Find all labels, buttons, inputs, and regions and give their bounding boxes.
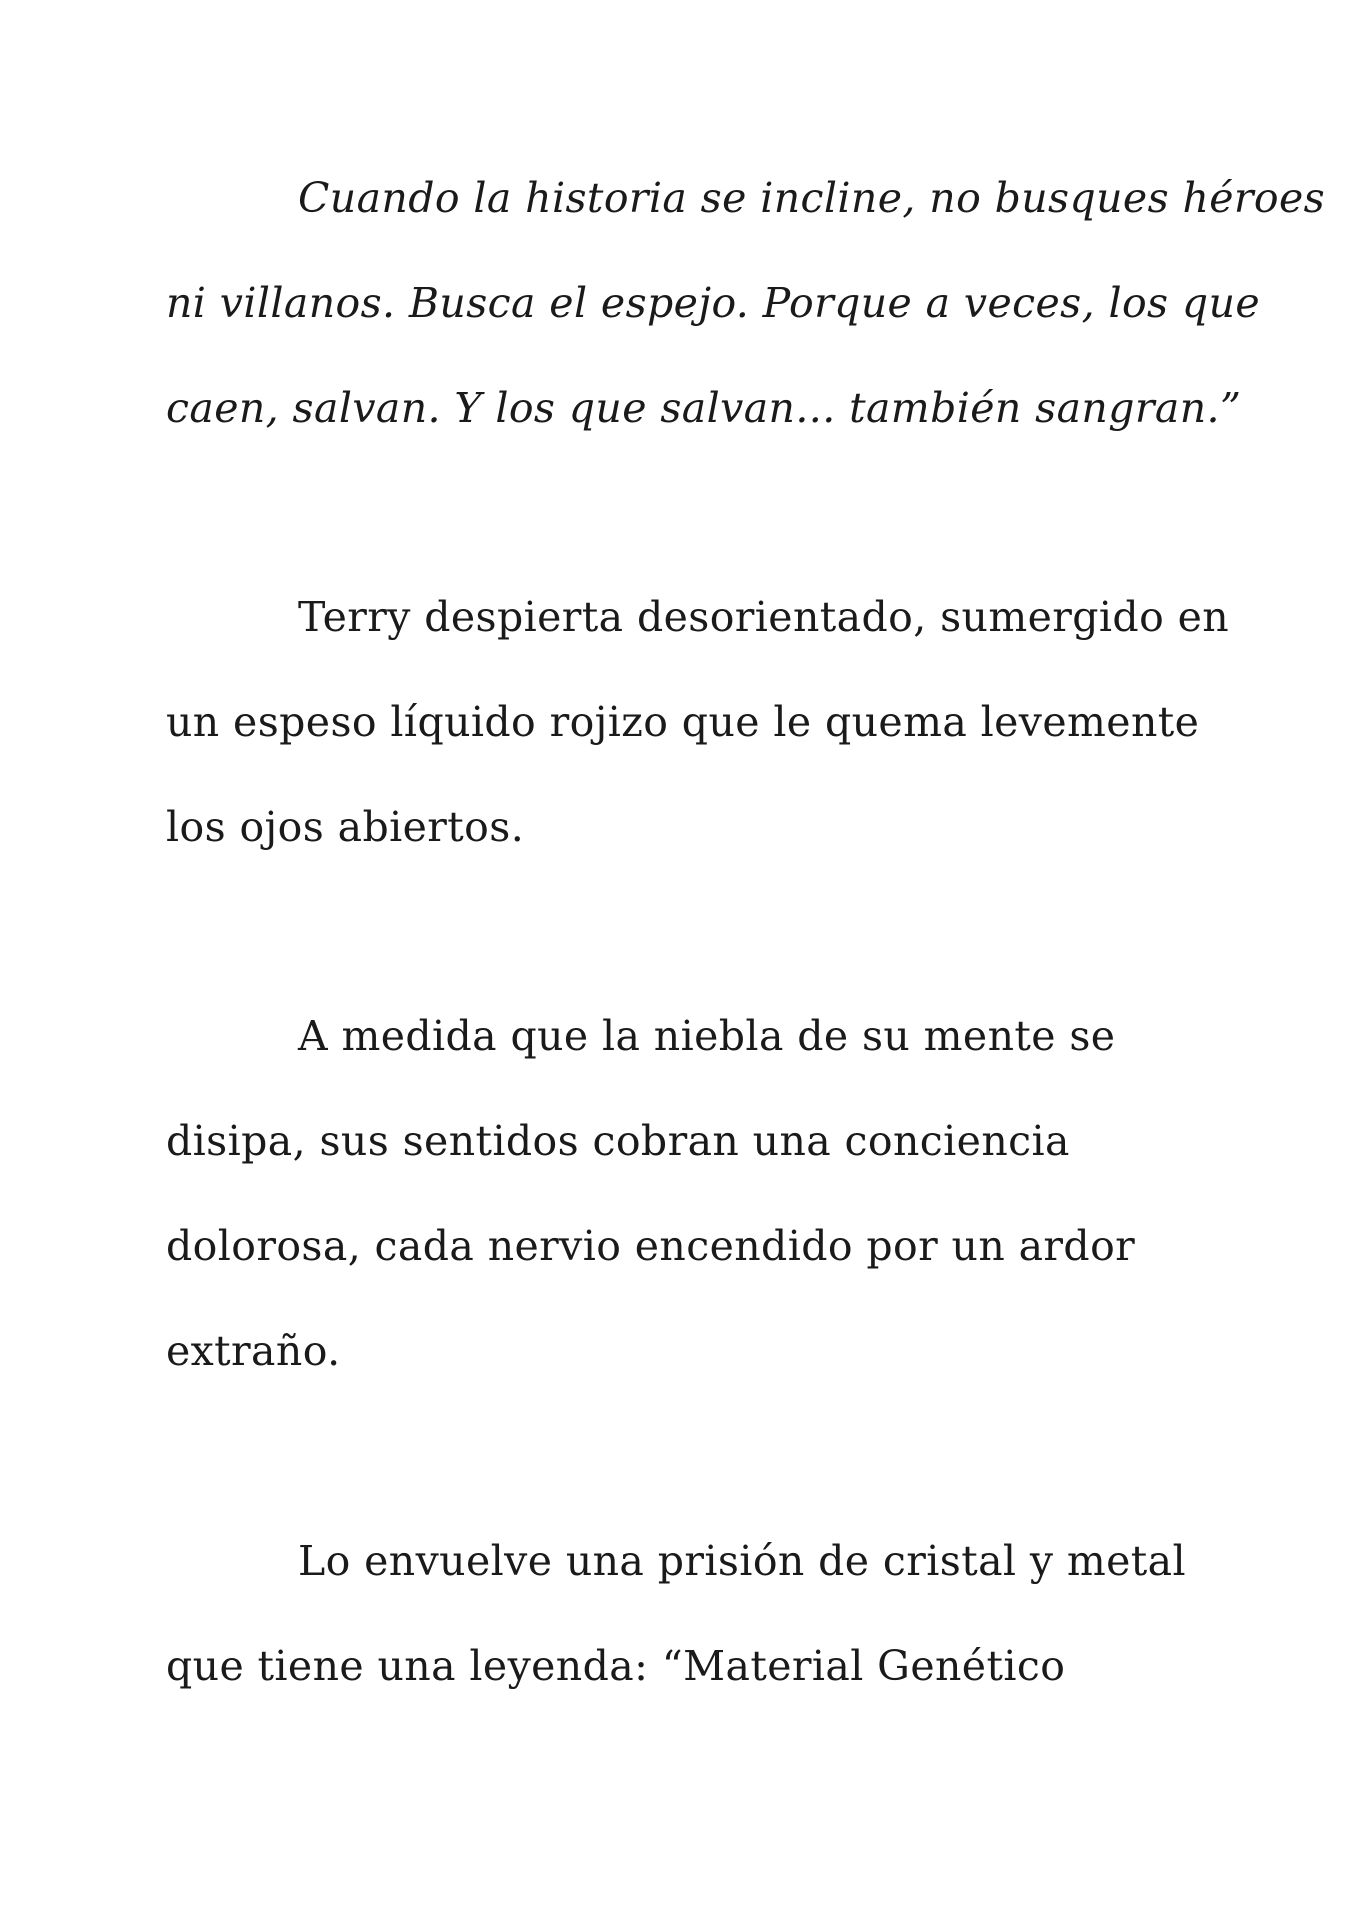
text-line: un espeso líquido rojizo que le quema levemente bbox=[166, 698, 1200, 746]
text-line: que tiene una leyenda: “Material Genético bbox=[166, 1642, 1066, 1690]
epigraph-paragraph bbox=[166, 146, 1326, 461]
text-line: los ojos abiertos. bbox=[166, 803, 525, 851]
text-line: Terry despierta desorientado, sumergido en bbox=[298, 593, 1230, 641]
text-line: extraño. bbox=[166, 1327, 341, 1375]
text-line: caen, salvan. Y los que salvan... también sangran.” bbox=[166, 384, 1242, 432]
body-paragraph-terry-wakes bbox=[166, 565, 1230, 880]
text-line: Cuando la historia se incline, no busques héroes bbox=[298, 174, 1326, 222]
text-line: dolorosa, cada nervio encendido por un ardor bbox=[166, 1222, 1136, 1270]
text-line: A medida que la niebla de su mente se bbox=[298, 1012, 1116, 1060]
text-line: disipa, sus sentidos cobran una conciencia bbox=[166, 1117, 1070, 1165]
text-line: ni villanos. Busca el espejo. Porque a veces, los que bbox=[166, 279, 1261, 327]
text-line: Lo envuelve una prisión de cristal y metal bbox=[298, 1537, 1187, 1585]
body-paragraph-prison bbox=[166, 1509, 1216, 1719]
body-paragraph-senses bbox=[166, 984, 1216, 1404]
